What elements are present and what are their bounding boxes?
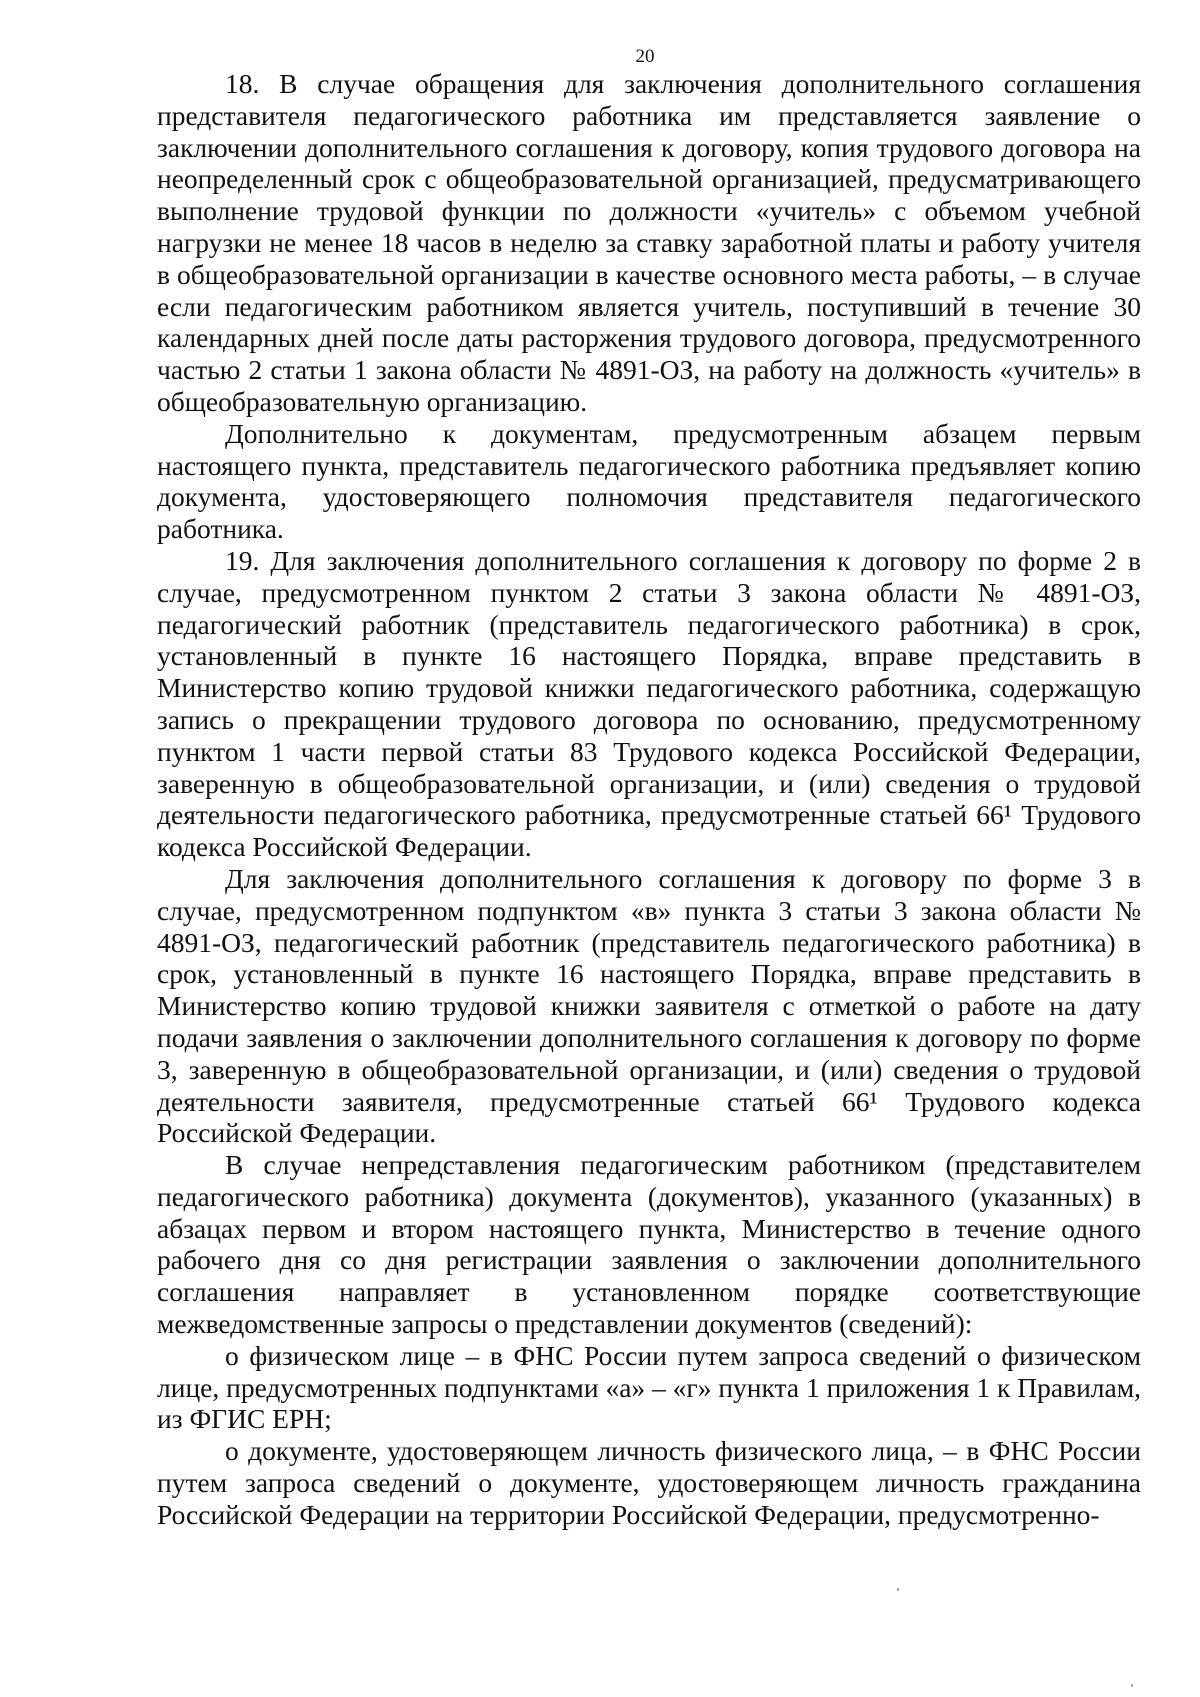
paragraph-item-18: 18. В случае обращения для заключения дополнительного соглашения представителя педагогического работника им представляется заявление о заключении дополнительного соглашения к договору, копия трудового договора на неопределенный срок с общеобразовательной организацией, предусматривающего выполнение трудовой функции по должности «учитель» с объемом учебной нагрузки не менее 18 часов в неделю за ставку заработной платы и работу учителя в общеобразовательной организации в качестве основного места работы, – в случае если педагогическим работником является учитель, поступивший в течение 30 календарных дней после даты расторжения трудового договора, предусмотренного частью 2 статьи 1 закона области № 4891-ОЗ, на работу на должность «учитель» в общеобразовательную организацию. <box>157 68 1141 417</box>
scan-artifact <box>897 1588 899 1591</box>
scan-artifact <box>1131 1684 1133 1687</box>
paragraph-item-19-form-3: Для заключения дополнительного соглашения к договору по форме 3 в случае, предусмотренном подпунктом «в» пункта 3 статьи 3 закона области № 4891-ОЗ, педагогический работник (представитель педагогического работника) в срок, установленный в пункте 16 настоящего Порядка, вправе представить в Министерство копию трудовой книжки заявителя с отметкой о работе на дату подачи заявления о заключении дополнительного соглашения к договору по форме 3, заверенную в общеобразовательной организации, и (или) сведения о трудовой деятельности заявителя, предусмотренные статьей 66¹ Трудового кодекса Российской Федерации. <box>157 862 1141 1149</box>
paragraph-item-18-supplement: Дополнительно к документам, предусмотренным абзацем первым настоящего пункта, представитель педагогического работника предъявляет копию документа, удостоверяющего полномочия представителя педагогического работника. <box>157 417 1141 545</box>
document-body <box>157 68 1141 1531</box>
paragraph-identity-document-request: о документе, удостоверяющем личность физического лица, – в ФНС России путем запроса сведений о документе, удостоверяющем личность гражданина Российской Федерации на территории Российской Федерации, предусмотренно- <box>157 1435 1141 1530</box>
page-number: 20 <box>635 46 655 67</box>
paragraph-individual-request: о физическом лице – в ФНС России путем запроса сведений о физическом лице, предусмотренных подпунктами «а» – «г» пункта 1 приложения 1 к Правилам, из ФГИС ЕРН; <box>157 1339 1141 1435</box>
paragraph-item-19: 19. Для заключения дополнительного соглашения к договору по форме 2 в случае, предусмотренном пунктом 2 статьи 3 закона области № 4891-ОЗ, педагогический работник (представитель педагогического работника) в срок, установленный в пункте 16 настоящего Порядка, вправе представить в Министерство копию трудовой книжки педагогического работника, содержащую запись о прекращении трудового договора по основанию, предусмотренному пунктом 1 части первой статьи 83 Трудового кодекса Российской Федерации, заверенную в общеобразовательной организации, и (или) сведения о трудовой деятельности педагогического работника, предусмотренные статьей 66¹ Трудового кодекса Российской Федерации. <box>157 544 1141 863</box>
paragraph-interagency-requests: В случае непредставления педагогическим работником (представителем педагогического работника) документа (документов), указанного (указанных) в абзацах первом и втором настоящего пункта, Министерство в течение одного рабочего дня со дня регистрации заявления о заключении дополнительного соглашения направляет в установленном порядке соответствующие межведомственные запросы о представлении документов (сведений): <box>157 1149 1141 1340</box>
